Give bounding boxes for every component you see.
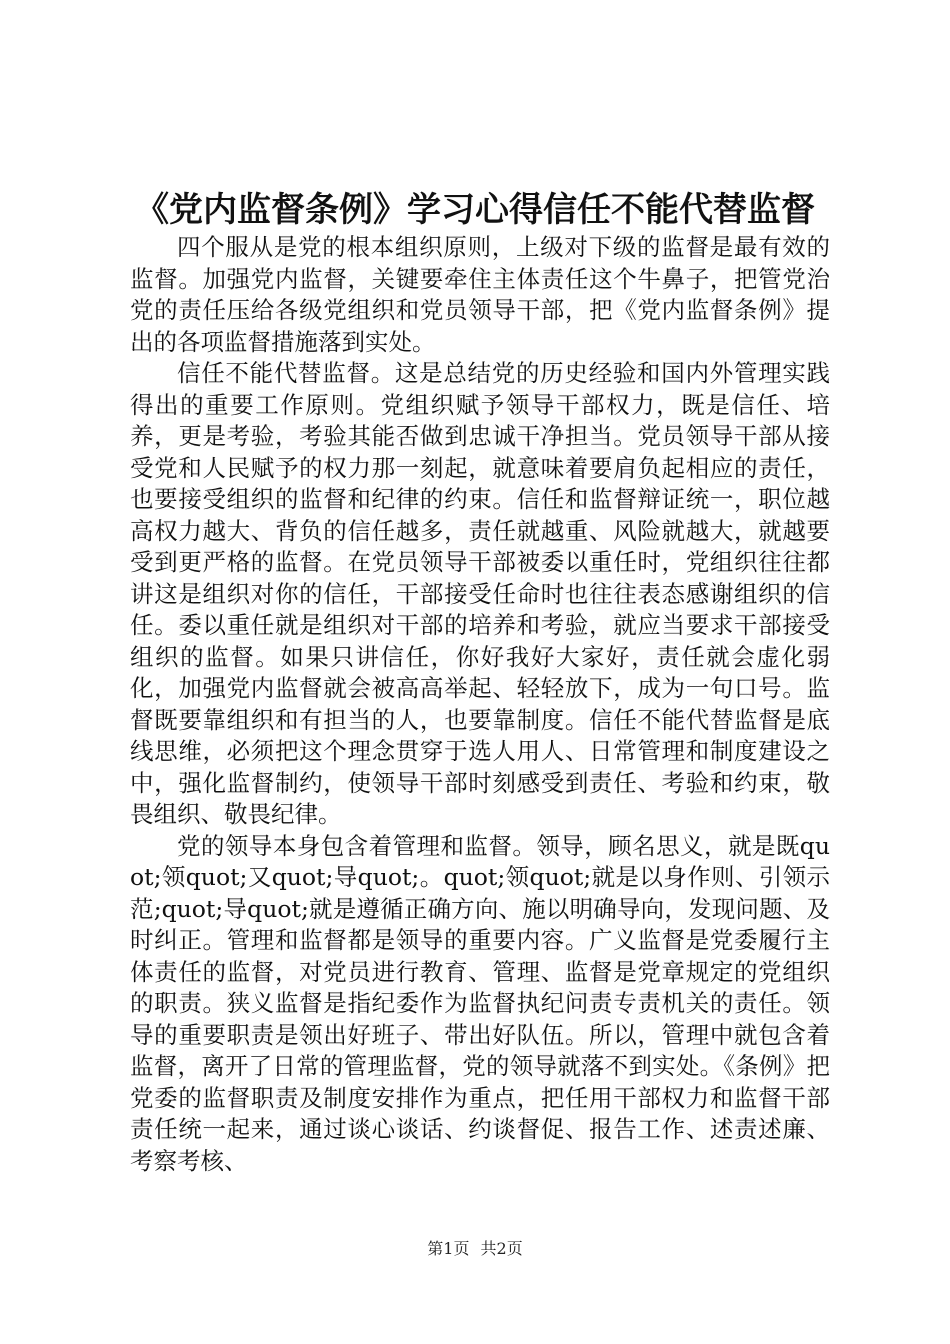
document-body [130, 232, 830, 1177]
page-number-total: 共2页 [480, 1239, 523, 1258]
paragraph-2: 信任不能代替监督。这是总结党的历史经验和国内外管理实践得出的重要工作原则。党组织赋予领导干部权力，既是信任、培养，更是考验，考验其能否做到忠诚干净担当。党员领导干部从接受党和人民赋予的权力那一刻起，就意味着要肩负起相应的责任，也要接受组织的监督和纪律的约束。信任和监督辩证统一，职位越高权力越大、背负的信任越多，责任就越重、风险就越大，就越要受到更严格的监督。在党员领导干部被委以重任时，党组织往往都讲这是组织对你的信任，干部接受任命时也往往表态感谢组织的信任。委以重任就是组织对干部的培养和考验，就应当要求干部接受组织的监督。如果只讲信任，你好我好大家好，责任就会虚化弱化，加强党内监督就会被高高举起、轻轻放下，成为一句口号。监督既要靠组织和有担当的人，也要靠制度。信任不能代替监督是底线思维，必须把这个理念贯穿于选人用人、日常管理和制度建设之中，强化监督制约，使领导干部时刻感受到责任、考验和约束，敬畏组织、敬畏纪律。 [130, 359, 830, 828]
paragraph-3: 党的领导本身包含着管理和监督。领导，顾名思义，就是既quot;领quot;又quot;导quot;。quot;领quot;就是以身作则、引领示范;quot;导quot;就是遵循正确方向、施以明确导向，发现问题、及时纠正。管理和监督都是领导的重要内容。广义监督是党委履行主体责任的监督，对党员进行教育、管理、监督是党章规定的党组织的职责。狭义监督是指纪委作为监督执纪问责专责机关的责任。领导的重要职责是领出好班子、带出好队伍。所以，管理中就包含着监督，离开了日常的管理监督，党的领导就落不到实处。《条例》把党委的监督职责及制度安排作为重点，把任用干部权力和监督干部责任统一起来，通过谈心谈话、约谈督促、报告工作、述责述廉、考察考核、 [130, 831, 830, 1175]
document-title: 《党内监督条例》学习心得信任不能代替监督 [135, 190, 815, 230]
page-number-current: 第1页 [427, 1239, 470, 1258]
page-footer [0, 1238, 950, 1260]
paragraph-1: 四个服从是党的根本组织原则，上级对下级的监督是最有效的监督。加强党内监督，关键要牵住主体责任这个牛鼻子，把管党治党的责任压给各级党组织和党员领导干部，把《党内监督条例》提出的各项监督措施落到实处。 [130, 233, 830, 356]
